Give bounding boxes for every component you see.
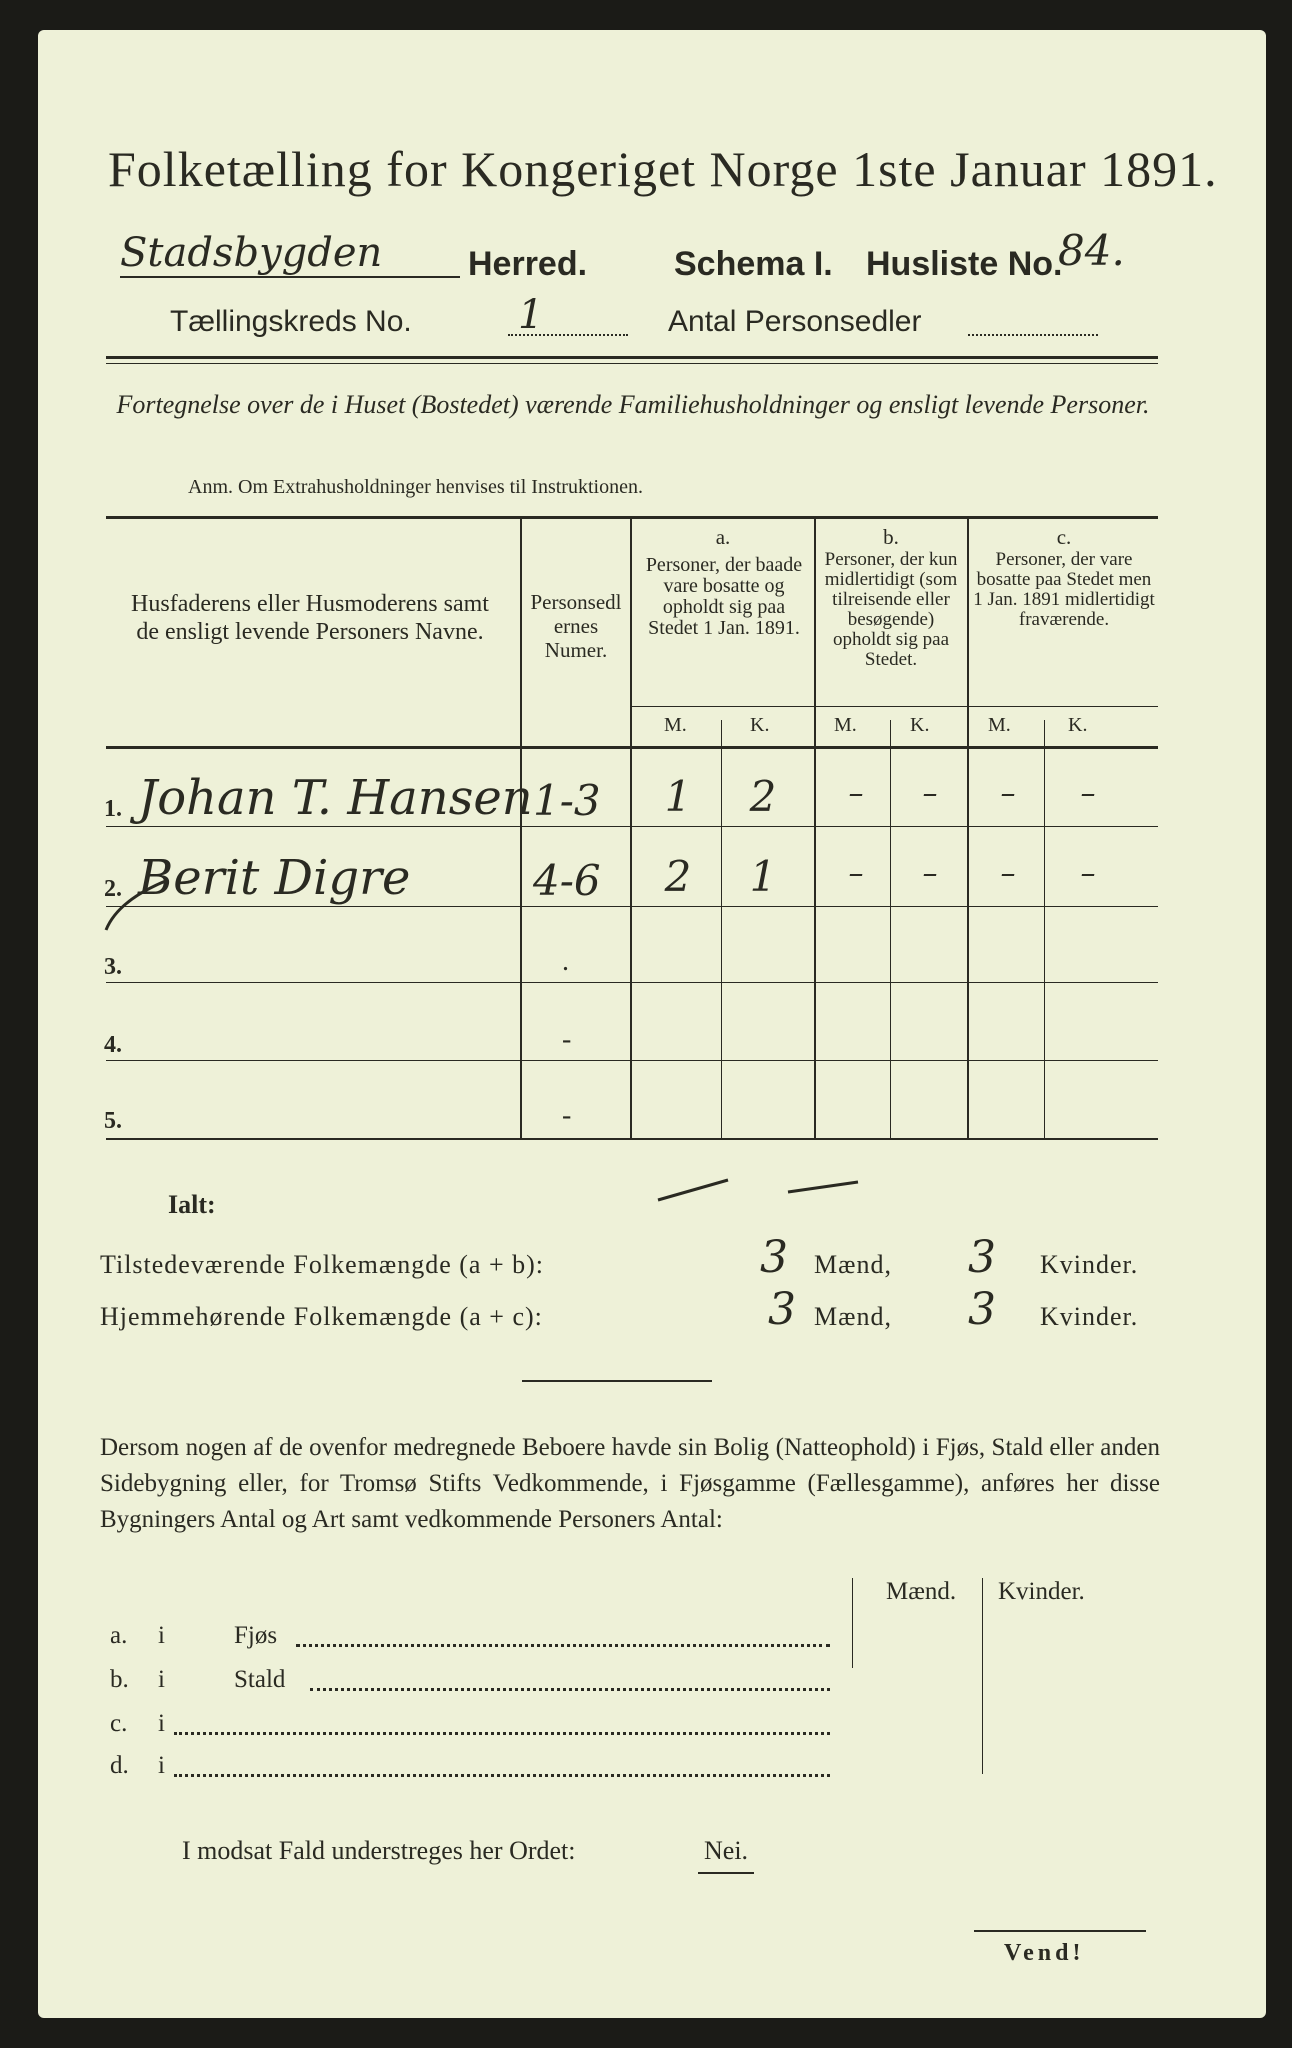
- col-divider: [967, 518, 969, 1138]
- building-i: i: [158, 1666, 165, 1693]
- row-b-m: –: [848, 856, 864, 891]
- row-rule: [106, 826, 1158, 827]
- form-title: Folketælling for Kongeriget Norge 1ste Januar 1891.: [108, 141, 1218, 197]
- col-header-a-letter: a.: [715, 525, 731, 549]
- header-m-b: M.: [834, 714, 857, 736]
- col-header-b-letter: b.: [883, 525, 899, 549]
- col-header-b: Personer, der kun midlertidigt (som tilreisende eller besøgende) opholdt sig paa Stedet.: [824, 549, 958, 670]
- hjemmehorende-label: Hjemmehørende Folkemængde (a + c):: [100, 1302, 543, 1331]
- header-k-b: K.: [910, 714, 930, 736]
- header-rule: [106, 356, 1158, 359]
- vend-label: Vend!: [1004, 1940, 1085, 1966]
- buildings-kvinder-header: Kvinder.: [998, 1578, 1085, 1605]
- form-description: Fortegnelse over de i Huset (Bostedet) værende Familiehusholdninger og ensligt levende Personer.: [116, 390, 1150, 419]
- table-top-rule: [106, 516, 1158, 519]
- nei-underline: [698, 1872, 754, 1874]
- row-c-k: –: [1080, 776, 1096, 811]
- header-m-a: M.: [664, 714, 687, 736]
- building-letter: a.: [110, 1622, 128, 1649]
- col-header-c-letter: c.: [1056, 525, 1072, 549]
- ialt-label: Ialt:: [168, 1190, 216, 1219]
- census-form-page: [38, 30, 1266, 2018]
- herred-label: Herred.: [468, 245, 588, 283]
- building-dotline: [296, 1644, 830, 1647]
- maend-label: Mænd,: [814, 1302, 892, 1331]
- buildings-maend-header: Mænd.: [886, 1578, 957, 1605]
- row-a-k: 1: [749, 852, 777, 901]
- row-name: Johan T. Hansen: [138, 770, 533, 826]
- building-letter: d.: [110, 1752, 129, 1779]
- col-divider: [630, 518, 632, 1138]
- building-letter: c.: [110, 1710, 128, 1737]
- herred-underline: [120, 276, 460, 278]
- col-header-a: Personer, der baade vare bosatte og opholdt sig paa Stedet 1 Jan. 1891.: [645, 554, 803, 639]
- col-header-c: Personer, der vare bosatte paa Stedet men 1 Jan. 1891 midlertidigt fraværende.: [973, 549, 1155, 630]
- antal-label: Antal Personsedler: [668, 305, 922, 338]
- row-a-m: 2: [664, 852, 692, 901]
- row-b-k: –: [922, 776, 938, 811]
- row-number: 3.: [104, 954, 122, 980]
- col-header-num: Personsedlernes Numer.: [530, 590, 622, 662]
- buildings-divider: [852, 1578, 853, 1668]
- vend-rule: [974, 1930, 1146, 1932]
- building-i: i: [158, 1710, 165, 1737]
- row-a-k: 2: [749, 772, 777, 821]
- row-person-numbers: 4-6: [533, 856, 601, 905]
- table-bottom-rule: [106, 1138, 1158, 1140]
- kvinder-label: Kvinder.: [1040, 1250, 1139, 1279]
- table-header-bottom-rule: [106, 746, 1158, 749]
- tilstedevaerende-maend-value: 3: [760, 1232, 788, 1283]
- kvinder-label: Kvinder.: [1040, 1302, 1139, 1331]
- row-person-numbers: -: [562, 1024, 572, 1055]
- header-rule-thin: [106, 363, 1158, 364]
- row-name: Berit Digre: [138, 850, 411, 906]
- pen-stroke-decoration: [648, 1170, 868, 1210]
- header-m-c: M.: [988, 714, 1011, 736]
- row-rule: [106, 1060, 1158, 1061]
- col-divider-mk: [1044, 720, 1045, 1138]
- anm-note: Anm. Om Extrahusholdninger henvises til Instruktionen.: [188, 476, 643, 498]
- herred-value: Stadsbygden: [120, 230, 383, 276]
- row-person-numbers: -: [562, 1100, 572, 1131]
- antal-dotline: [968, 334, 1098, 336]
- building-letter: b.: [110, 1666, 129, 1693]
- row-person-numbers: 1-3: [533, 776, 601, 825]
- footer-text: I modsat Fald understreges her Ordet:: [182, 1836, 576, 1865]
- col-header-name: Husfaderens eller Husmoderens samt de ensligt levende Personers Navne.: [131, 591, 489, 645]
- header-k-c: K.: [1068, 714, 1088, 736]
- footer-word-nei: Nei.: [704, 1836, 749, 1865]
- hjemmehorende-maend-value: 3: [768, 1284, 796, 1335]
- row-c-m: –: [1000, 856, 1016, 891]
- building-label: Fjøs: [234, 1622, 278, 1649]
- schema-label: Schema I.: [674, 245, 833, 283]
- building-label: Stald: [234, 1666, 286, 1693]
- tilstedevaerende-kvinder-value: 3: [968, 1232, 996, 1283]
- col-divider-mk: [721, 720, 722, 1138]
- building-dotline: [174, 1732, 830, 1735]
- hjemmehorende-kvinder-value: 3: [968, 1284, 996, 1335]
- pen-stroke-decoration: [98, 870, 178, 950]
- building-dotline: [174, 1774, 830, 1777]
- sidebygning-paragraph: Dersom nogen af de ovenfor medregnede Beboere havde sin Bolig (Natteophold) i Fjøs, Stald eller anden Sidebygning eller, for Tromsø Stifts Vedkommende, i Fjøsgamme (Fællesgamme), anføres her disse Bygningers Antal og Art samt vedkommende Personers Antal:: [100, 1434, 1160, 1533]
- building-i: i: [158, 1752, 165, 1779]
- husliste-value: 84.: [1058, 226, 1125, 275]
- husliste-label: Husliste No.: [866, 245, 1063, 283]
- row-number: 5.: [104, 1108, 122, 1134]
- col-divider-mk: [890, 720, 891, 1138]
- row-c-k: –: [1080, 856, 1096, 891]
- row-a-m: 1: [664, 772, 692, 821]
- row-b-m: –: [848, 776, 864, 811]
- building-dotline: [310, 1688, 830, 1691]
- kreds-value: 1: [518, 292, 544, 338]
- col-divider: [814, 518, 816, 1138]
- kreds-label: Tællingskreds No.: [170, 305, 412, 338]
- building-i: i: [158, 1622, 165, 1649]
- header-k-a: K.: [750, 714, 770, 736]
- separator: [522, 1380, 712, 1382]
- maend-label: Mænd,: [814, 1250, 892, 1279]
- row-rule: [106, 906, 1158, 907]
- buildings-divider: [982, 1578, 983, 1774]
- row-person-numbers: .: [562, 946, 569, 977]
- row-number: 4.: [104, 1032, 122, 1058]
- row-rule: [106, 982, 1158, 983]
- mk-header-rule: [630, 706, 1158, 707]
- kreds-dotline: [508, 334, 628, 336]
- col-divider: [520, 518, 522, 1138]
- tilstedevaerende-label: Tilstedeværende Folkemængde (a + b):: [100, 1250, 544, 1279]
- row-number: 2.: [104, 876, 122, 902]
- row-c-m: –: [1000, 776, 1016, 811]
- row-b-k: –: [922, 856, 938, 891]
- row-number: 1.: [104, 796, 122, 822]
